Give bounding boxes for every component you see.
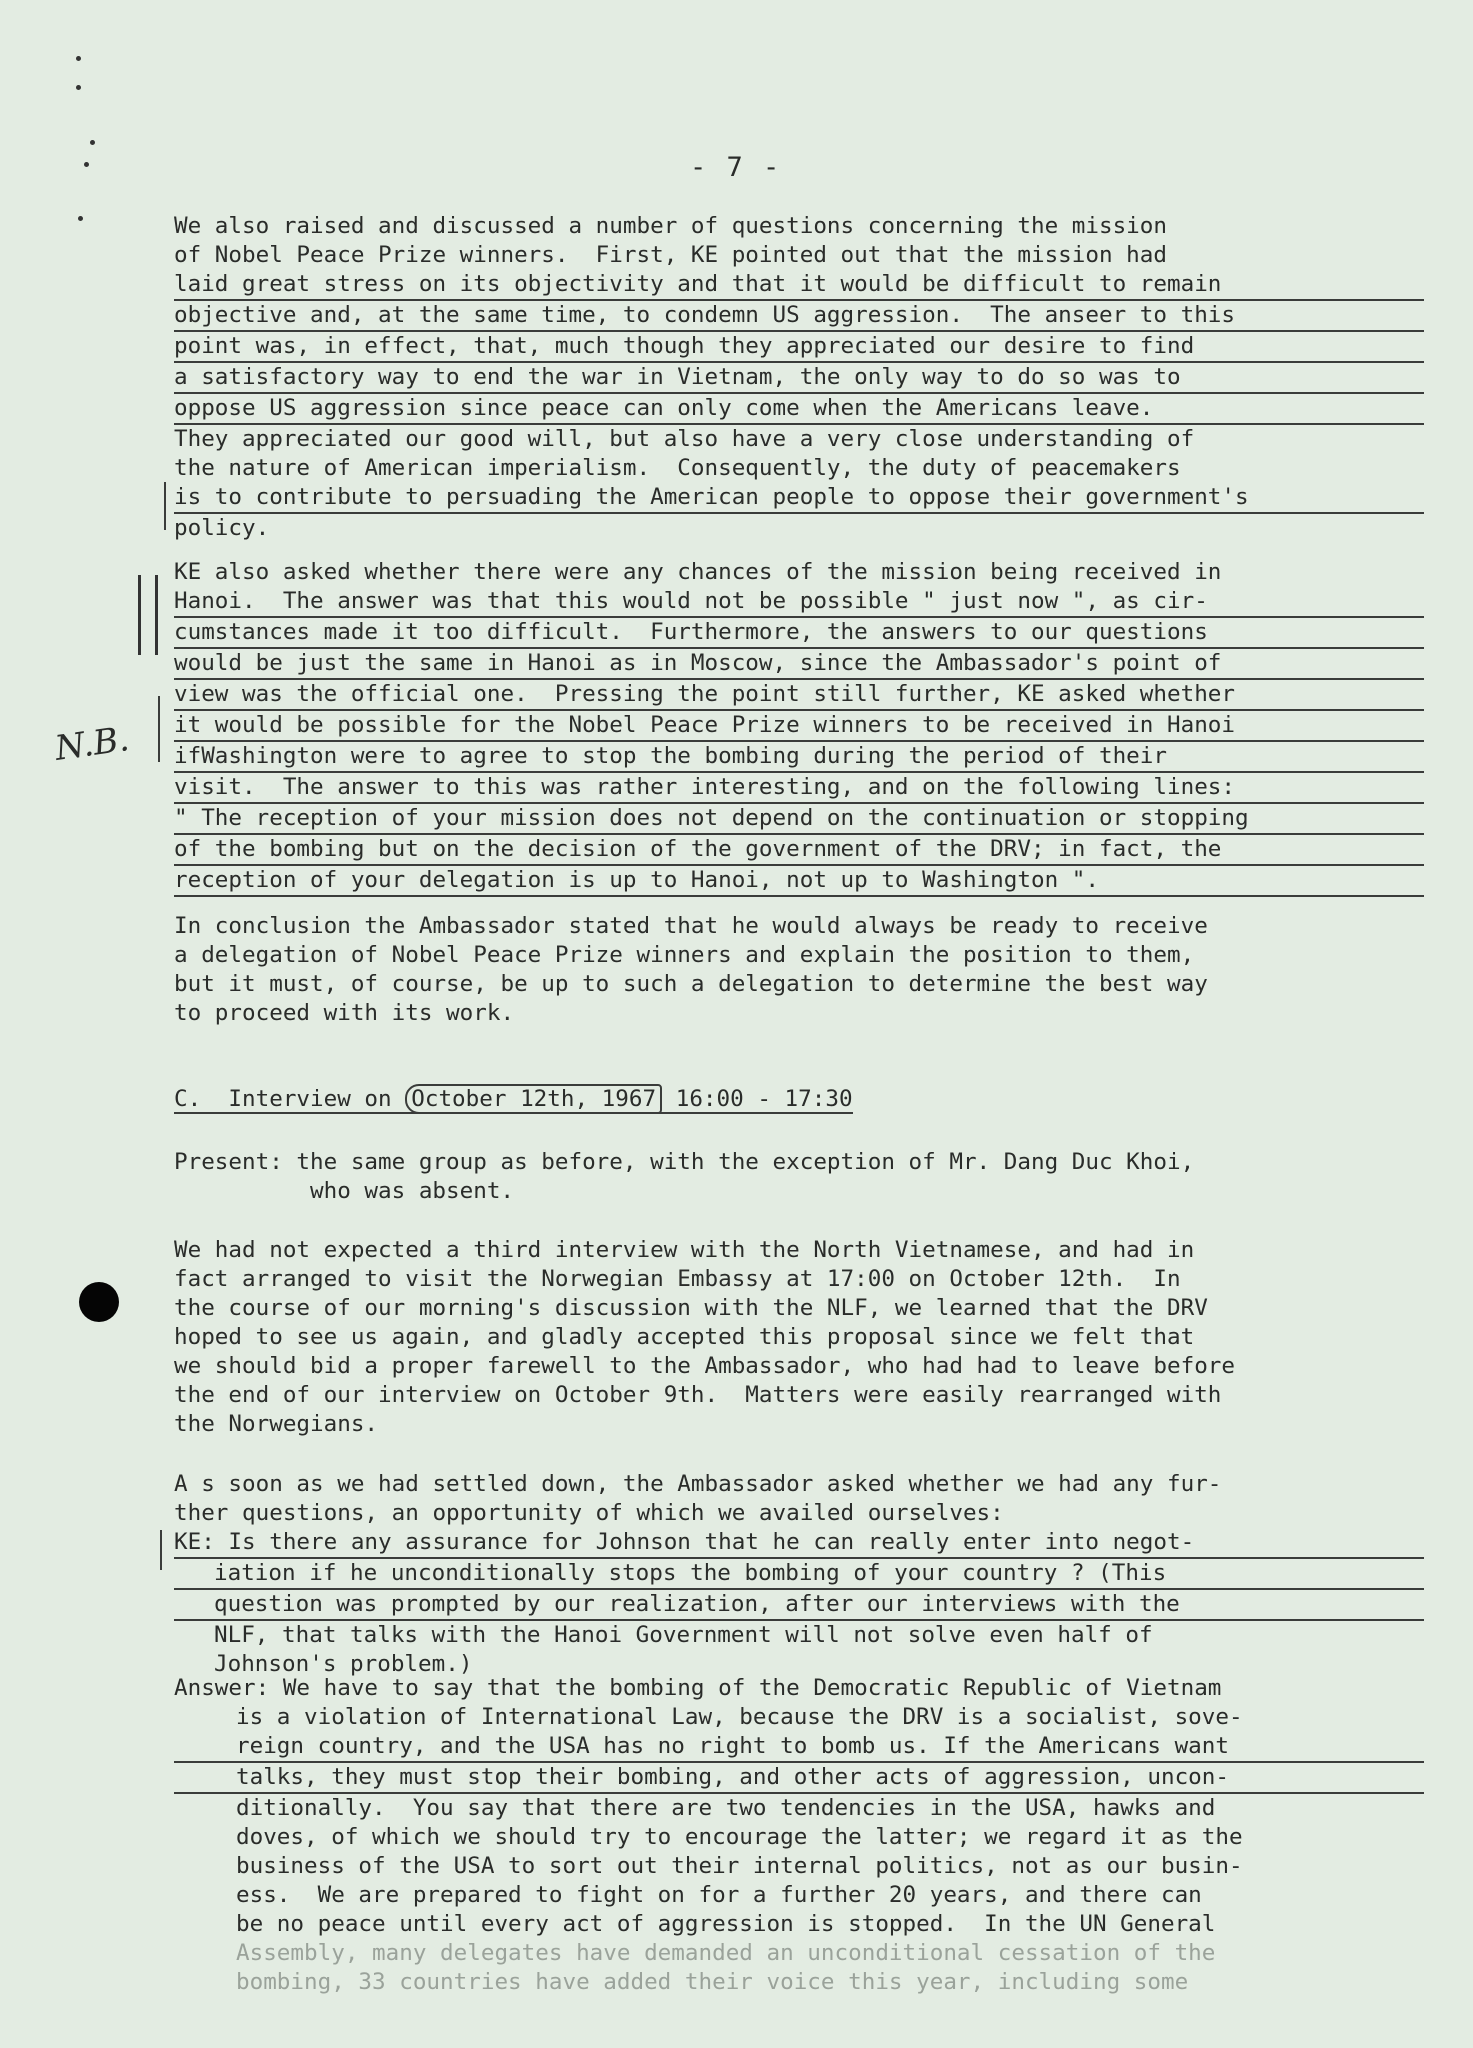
- text-line: ditionally. You say that there are two tendencies in the USA, hawks and: [236, 1795, 1216, 1821]
- text-line: Answer: We have to say that the bombing of the Democratic Republic of Vietnam: [174, 1675, 1222, 1701]
- text-line: In conclusion the Ambassador stated that he would always be ready to receive: [174, 913, 1208, 939]
- text-line: reign country, and the USA has no right to bomb us. If the Americans want: [174, 1732, 1424, 1763]
- text-line: a satisfactory way to end the war in Vietnam, the only way to do so was to: [174, 363, 1424, 394]
- section-c-heading: [174, 1086, 853, 1114]
- margin-dot: [76, 56, 81, 61]
- paragraph-third-interview: [174, 1236, 1424, 1439]
- margin-double-bar: [138, 575, 158, 655]
- text-line: laid great stress on its objectivity and that it would be difficult to remain: [174, 270, 1424, 301]
- text-line: KE: Is there any assurance for Johnson that he can really enter into negot-: [174, 1528, 1424, 1559]
- text-line: talks, they must stop their bombing, and other acts of aggression, uncon-: [174, 1763, 1424, 1794]
- text-line: oppose US aggression since peace can only come when the Americans leave.: [174, 394, 1424, 425]
- margin-dot: [78, 216, 83, 221]
- text-line: the course of our morning's discussion with the NLF, we learned that the DRV: [174, 1295, 1208, 1321]
- text-line: doves, of which we should try to encourage the latter; we regard it as the: [236, 1824, 1243, 1850]
- paragraph-present: [174, 1148, 1424, 1206]
- ke-question: [174, 1528, 1424, 1679]
- margin-dot: [84, 162, 89, 167]
- text-line: point was, in effect, that, much though they appreciated our desire to find: [174, 332, 1424, 363]
- text-line: it would be possible for the Nobel Peace Prize winners to be received in Hanoi: [174, 711, 1424, 742]
- paragraph-hanoi-question: [174, 558, 1424, 897]
- text-line: We had not expected a third interview with the North Vietnamese, and had in: [174, 1237, 1195, 1263]
- text-line: " The reception of your mission does not depend on the continuation or stopping: [174, 804, 1424, 835]
- section-c-prefix: C. Interview on: [174, 1086, 406, 1112]
- text-line: be no peace until every act of aggression is stopped. In the UN General: [236, 1911, 1216, 1937]
- text-line: bombing, 33 countries have added their voice this year, including some: [236, 1969, 1189, 1995]
- text-line: to proceed with its work.: [174, 1000, 515, 1026]
- text-line: the end of our interview on October 9th. Matters were easily rearranged with: [174, 1382, 1222, 1408]
- text-line: Hanoi. The answer was that this would not be possible " just now ", as cir-: [174, 587, 1424, 618]
- text-line: Johnson's problem.): [214, 1651, 473, 1677]
- text-line: but it must, of course, be up to such a delegation to determine the best way: [174, 971, 1208, 997]
- section-c-time: 16:00 - 17:30: [662, 1086, 853, 1112]
- text-line: ifWashington were to agree to stop the bombing during the period of their: [174, 742, 1424, 773]
- page-number: - 7 -: [690, 152, 782, 183]
- text-line: hoped to see us again, and gladly accepted this proposal since we felt that: [174, 1324, 1195, 1350]
- text-line: Assembly, many delegates have demanded an unconditional cessation of the: [236, 1940, 1216, 1966]
- text-line: would be just the same in Hanoi as in Moscow, since the Ambassador's point of: [174, 649, 1424, 680]
- paragraph-conclusion: [174, 912, 1424, 1028]
- text-line: iation if he unconditionally stops the bombing of your country ? (This: [174, 1559, 1424, 1590]
- text-line: reception of your delegation is up to Hanoi, not up to Washington ".: [174, 866, 1424, 897]
- margin-dot: [90, 140, 95, 145]
- text-line: We also raised and discussed a number of questions concerning the mission: [174, 213, 1167, 239]
- nb-margin-note: N.B.: [52, 719, 132, 769]
- text-line: of the bombing but on the decision of the government of the DRV; in fact, the: [174, 835, 1424, 866]
- paragraph-further-questions: [174, 1470, 1424, 1528]
- text-line: fact arranged to visit the Norwegian Embassy at 17:00 on October 12th. In: [174, 1266, 1181, 1292]
- answer: [174, 1674, 1424, 1997]
- text-line: visit. The answer to this was rather interesting, and on the following lines:: [174, 773, 1424, 804]
- text-line: NLF, that talks with the Hanoi Government will not solve even half of: [214, 1622, 1153, 1648]
- paragraph-mission-questions: [174, 212, 1424, 543]
- text-line: KE also asked whether there were any chances of the mission being received in: [174, 559, 1222, 585]
- text-line: we should bid a proper farewell to the Ambassador, who had had to leave before: [174, 1353, 1236, 1379]
- margin-bracket: [158, 696, 160, 762]
- text-line: policy.: [174, 515, 270, 541]
- text-line: objective and, at the same time, to condemn US aggression. The anseer to this: [174, 301, 1424, 332]
- text-line: the nature of American imperialism. Consequently, the duty of peacemakers: [174, 455, 1181, 481]
- text-line: A s soon as we had settled down, the Ambassador asked whether we had any fur-: [174, 1471, 1222, 1497]
- margin-bracket: [164, 482, 166, 530]
- text-line: who was absent.: [310, 1178, 515, 1204]
- text-line: ess. We are prepared to fight on for a further 20 years, and there can: [236, 1882, 1202, 1908]
- text-line: view was the official one. Pressing the point still further, KE asked whether: [174, 680, 1424, 711]
- text-line: the Norwegians.: [174, 1411, 379, 1437]
- text-line: a delegation of Nobel Peace Prize winners and explain the position to them,: [174, 942, 1195, 968]
- text-line: ther questions, an opportunity of which we availed ourselves:: [174, 1500, 1004, 1526]
- text-line: They appreciated our good will, but also have a very close understanding of: [174, 426, 1195, 452]
- margin-bracket: [160, 1530, 162, 1570]
- text-line: is to contribute to persuading the American people to oppose their government's: [174, 483, 1424, 514]
- punch-hole: [79, 1282, 119, 1322]
- text-line: business of the USA to sort out their internal politics, not as our busin-: [236, 1853, 1243, 1879]
- margin-dot: [76, 85, 81, 90]
- section-c-date: October 12th, 1967: [405, 1084, 662, 1114]
- text-line: question was prompted by our realization, after our interviews with the: [174, 1590, 1424, 1621]
- text-line: cumstances made it too difficult. Furthermore, the answers to our questions: [174, 618, 1424, 649]
- text-line: Present: the same group as before, with the exception of Mr. Dang Duc Khoi,: [174, 1149, 1195, 1175]
- text-line: is a violation of International Law, because the DRV is a socialist, sove-: [236, 1704, 1243, 1730]
- text-line: of Nobel Peace Prize winners. First, KE pointed out that the mission had: [174, 242, 1167, 268]
